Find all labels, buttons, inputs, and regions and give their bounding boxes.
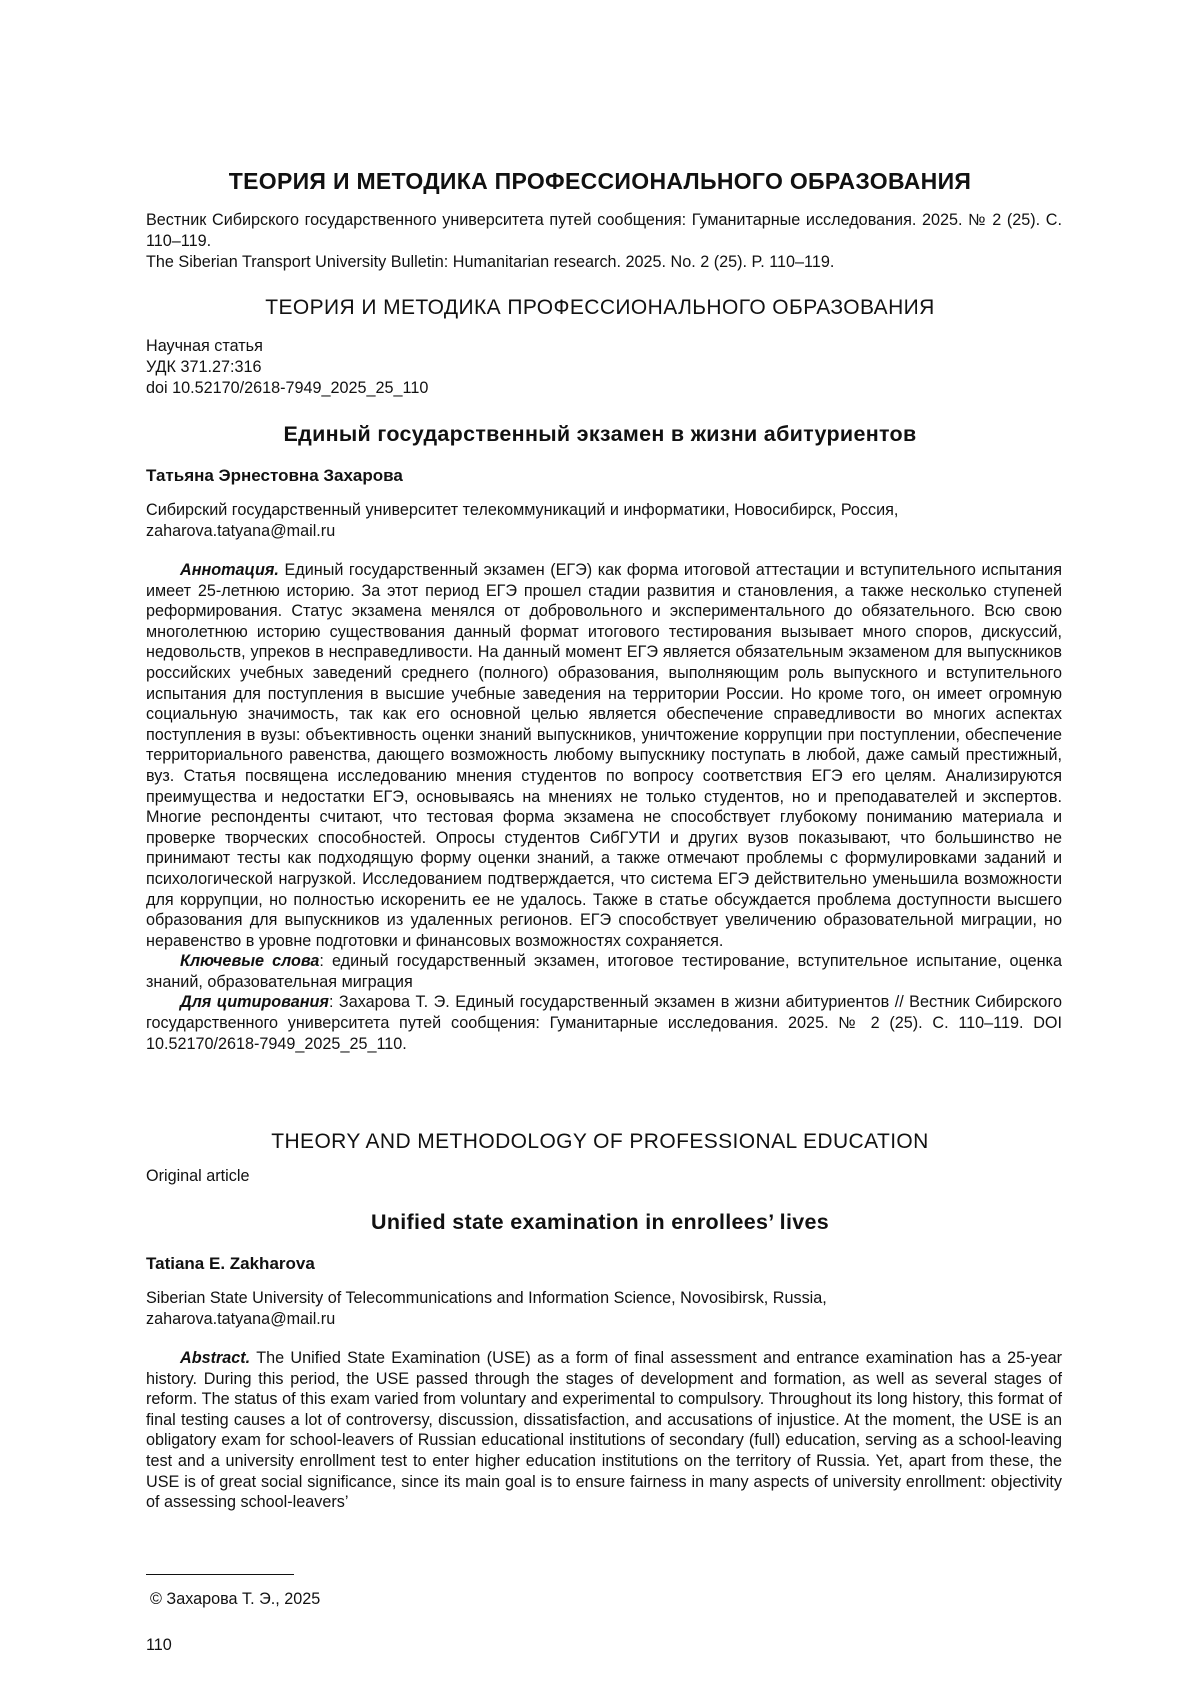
email-en: zaharova.tatyana@mail.ru [146, 1310, 336, 1328]
affiliation-en-text: Siberian State University of Telecommunications and Information Science, Novosibirsk, Russia, [146, 1289, 827, 1307]
abstract-en [146, 1348, 1062, 1513]
rubric-en: THEORY AND METHODOLOGY OF PROFESSIONAL EDUCATION [271, 1130, 929, 1153]
abstract-ru [146, 560, 1062, 1054]
article-title-en: Unified state examination in enrollees’ lives [371, 1210, 829, 1234]
article-meta-ru [146, 336, 1062, 399]
udc: УДК 371.27:316 [146, 358, 262, 376]
abstract-ru-label: Аннотация. [180, 561, 279, 579]
abstract-en-label: Abstract. [180, 1349, 251, 1367]
affiliation-en [146, 1288, 1062, 1330]
affiliation-ru-text: Сибирский государственный университет телекоммуникаций и информатики, Новосибирск, Россия, [146, 501, 899, 519]
keywords-ru-text: : единый государственный экзамен, итоговое тестирование, вступительное испытание, оценка знаний, образовательная миграция [146, 952, 1062, 991]
author-en: Tatiana E. Zakharova [146, 1254, 315, 1273]
author-ru: Татьяна Эрнестовна Захарова [146, 466, 403, 485]
article-type-ru: Научная статья [146, 337, 263, 355]
citation-ru [146, 992, 1062, 1054]
page-number: 110 [146, 1636, 172, 1654]
article-title-ru: Единый государственный экзамен в жизни абитуриентов [283, 422, 917, 446]
abstract-ru-paragraph [146, 560, 1062, 951]
abstract-en-paragraph [146, 1348, 1062, 1513]
keywords-ru [146, 951, 1062, 992]
keywords-ru-label: Ключевые слова [180, 952, 320, 971]
affiliation-ru [146, 500, 1062, 542]
journal-reference-en: The Siberian Transport University Bulletin: Humanitarian research. 2025. No. 2 (25). P. 110–119. [146, 253, 835, 271]
footnote-divider [146, 1574, 294, 1575]
citation-ru-text: : Захарова Т. Э. Единый государственный экзамен в жизни абитуриентов // Вестник Сибирского государственного университета путей сообщения: Гуманитарные исследования. 2025. № 2 (25). С. 110–119. DOI 10.52170/2618-7949_2025_25_110. [146, 993, 1062, 1053]
email-ru: zaharova.tatyana@mail.ru [146, 522, 336, 540]
citation-ru-label: Для цитирования [180, 993, 329, 1012]
copyright-notice: © Захарова Т. Э., 2025 [150, 1590, 321, 1608]
abstract-en-text: The Unified State Examination (USE) as a form of final assessment and entrance examination has a 25-year history. During this period, the USE passed through the stages of development and formation, as well as several stages of reform. The status of this exam varied from voluntary and experimental to compulsory. Throughout its long history, this format of final testing causes a lot of controversy, discussion, dissatisfaction, and accusations of injustice. At the moment, the USE is an obligatory exam for school-leavers of Russian educational institutions of secondary (full) education, serving as a school-leaving test and a university enrollment test to enter higher education institutions on the territory of Russia. Yet, apart from these, the USE is of great social significance, since its main goal is to ensure fairness in many aspects of university enrollment: objectivity of assessing school-leavers’ [146, 1349, 1062, 1512]
article-type-en: Original article [146, 1167, 250, 1185]
journal-reference [146, 210, 1062, 273]
rubric-ru: ТЕОРИЯ И МЕТОДИКА ПРОФЕССИОНАЛЬНОГО ОБРАЗОВАНИЯ [265, 296, 935, 319]
abstract-ru-text: Единый государственный экзамен (ЕГЭ) как форма итоговой аттестации и вступительного испытания имеет 25-летнюю историю. За этот период ЕГЭ прошел стадии развития и становления, а также несколько ступеней реформирования. Статус экзамена менялся от добровольного и экспериментального до обязательного. Всю свою многолетнюю историю существования данный формат итогового тестирования вызывает много споров, дискуссий, недовольств, упреков в несправедливости. На данный момент ЕГЭ является обязательным экзаменом для выпускников российских учебных заведений среднего (полного) образования, выполняющим роль выпускного и вступительного испытания для поступления в высшие учебные заведения на территории России. Но кроме того, он имеет огромную социальную значимость, так как его основной целью является обеспечение справедливости во многих аспектах поступления в вузы: объективность оценки знаний выпускников, уничтожение коррупции при поступлении, обеспечение территориального равенства, дающего возможность любому выпускнику поступать в любой, даже самый престижный, вуз. Статья посвящена исследованию мнения студентов по вопросу соответствия ЕГЭ его целям. Анализируются преимущества и недостатки ЕГЭ, основываясь на мнениях не только студентов, но и преподавателей и экспертов. Многие респонденты считают, что тестовая форма экзамена не способствует глубокому пониманию материала и проверке творческих способностей. Опросы студентов СибГУТИ и других вузов показывают, что большинство не принимают тесты как подходящую форму оценки знаний, а также отмечают проблемы с формулировками заданий и психологической нагрузкой. Исследованием подтверждается, что система ЕГЭ действительно уменьшила возможности для коррупции, но полностью искоренить ее не удалось. Также в статье обсуждается проблема доступности высшего образования для выпускников из удаленных регионов. ЕГЭ способствует увеличению образовательной миграции, но неравенство в уровне подготовки и финансовых возможностях сохраняется. [146, 561, 1062, 950]
doi: doi 10.52170/2618-7949_2025_25_110 [146, 379, 429, 397]
journal-section-title: ТЕОРИЯ И МЕТОДИКА ПРОФЕССИОНАЛЬНОГО ОБРАЗОВАНИЯ [228, 168, 972, 194]
journal-reference-ru: Вестник Сибирского государственного университета путей сообщения: Гуманитарные исследования. 2025. № 2 (25). С. 110–119. [146, 211, 1062, 250]
